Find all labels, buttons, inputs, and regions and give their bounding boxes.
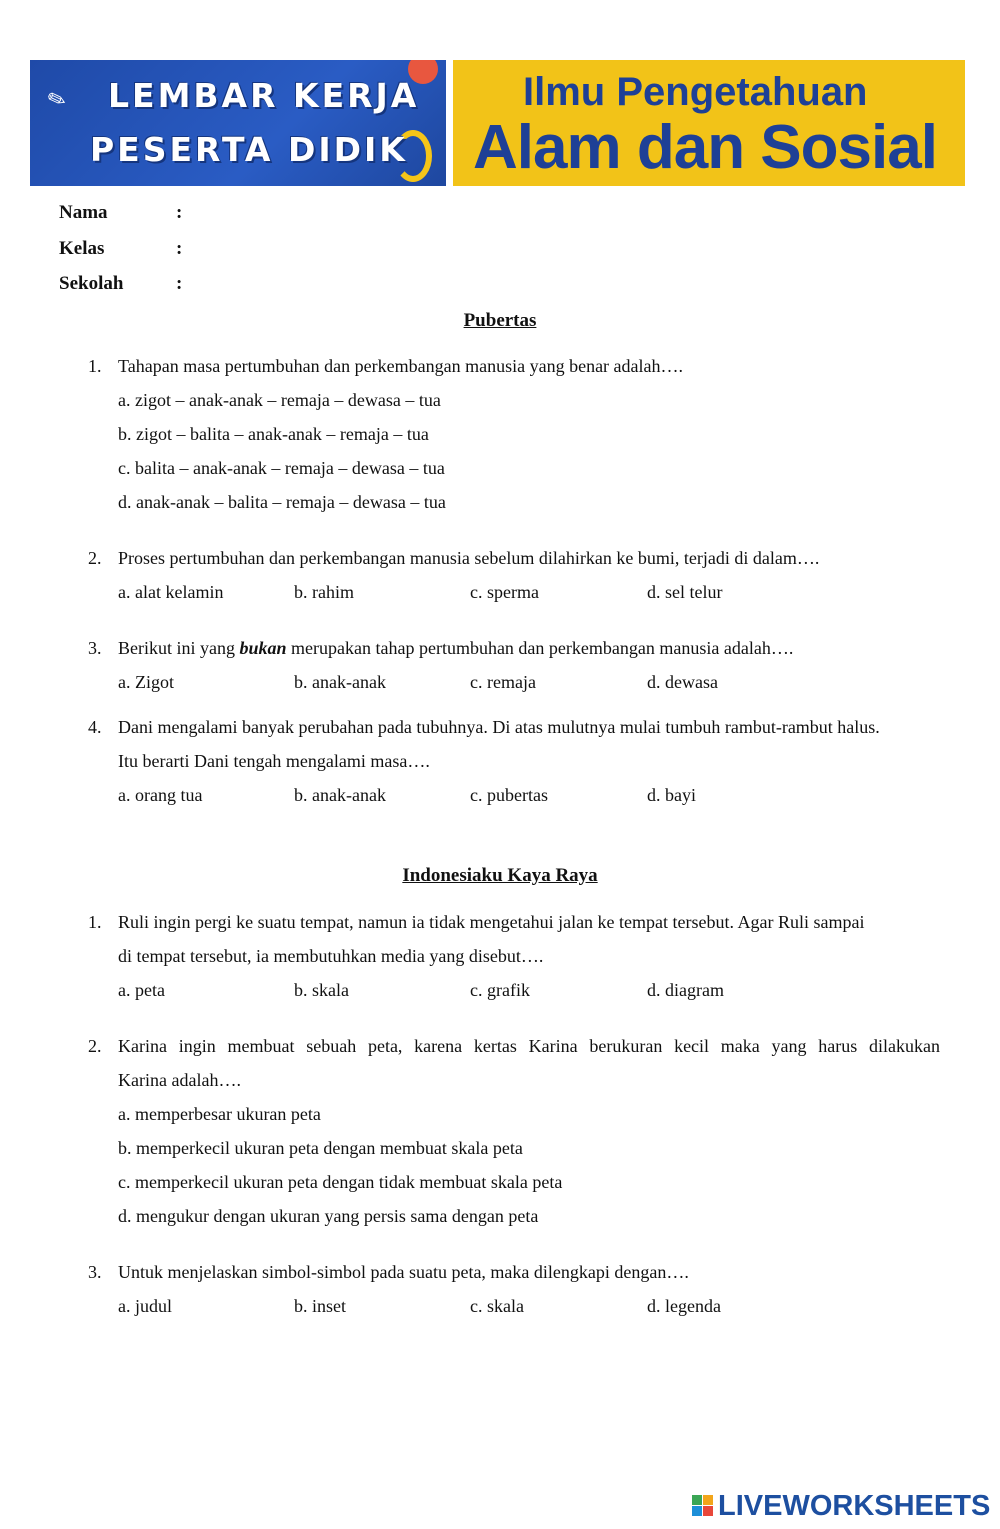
option-d[interactable]: d. dewasa xyxy=(647,672,718,692)
option-d[interactable]: d. anak-anak – balita – remaja – dewasa – tua xyxy=(118,492,446,512)
pencil-icon: ✎ xyxy=(44,85,71,116)
option-d[interactable]: d. sel telur xyxy=(647,582,723,602)
option-c[interactable]: c. balita – anak-anak – remaja – dewasa – tua xyxy=(118,458,445,478)
question-number: 1. xyxy=(88,912,102,932)
question-number: 4. xyxy=(88,717,102,737)
question-text: Tahapan masa pertumbuhan dan perkembangan manusia yang benar adalah…. xyxy=(118,356,684,376)
option-b[interactable]: b. skala xyxy=(294,980,349,1000)
option-a[interactable]: a. zigot – anak-anak – remaja – dewasa – tua xyxy=(118,390,441,410)
emphasis-word: bukan xyxy=(239,638,287,658)
subject-title-line2: Alam dan Sosial xyxy=(473,113,937,182)
sekolah-label: Sekolah xyxy=(59,273,124,294)
question-text-line2: di tempat tersebut, ia membutuhkan media yang disebut…. xyxy=(118,946,544,966)
question-text-line2: Karina adalah…. xyxy=(118,1070,241,1090)
option-b[interactable]: b. zigot – balita – anak-anak – remaja – tua xyxy=(118,424,429,444)
banner-title-line2: PESERTA DIDIK xyxy=(90,130,408,169)
option-a[interactable]: a. orang tua xyxy=(118,785,203,805)
kelas-label: Kelas xyxy=(59,238,105,259)
question-text-line1: Ruli ingin pergi ke suatu tempat, namun ia tidak mengetahui jalan ke tempat tersebut. Agar Ruli sampai xyxy=(118,912,865,932)
option-c[interactable]: c. remaja xyxy=(470,672,536,692)
option-d[interactable]: d. diagram xyxy=(647,980,724,1000)
option-c[interactable]: c. pubertas xyxy=(470,785,548,805)
question-number: 3. xyxy=(88,638,102,658)
option-c[interactable]: c. grafik xyxy=(470,980,530,1000)
question-text: Proses pertumbuhan dan perkembangan manusia sebelum dilahirkan ke bumi, terjadi di dalam…. xyxy=(118,548,820,568)
question-text-post: merupakan tahap pertumbuhan dan perkembangan manusia adalah…. xyxy=(286,638,794,658)
option-d[interactable]: d. bayi xyxy=(647,785,696,805)
subject-title-line1: Ilmu Pengetahuan xyxy=(523,70,868,114)
option-d[interactable]: d. legenda xyxy=(647,1296,721,1316)
option-a[interactable]: a. memperbesar ukuran peta xyxy=(118,1104,321,1124)
question-number: 3. xyxy=(88,1262,102,1282)
header-banner-left xyxy=(30,60,446,186)
kelas-colon: : xyxy=(176,238,183,259)
identity-kelas xyxy=(59,238,183,260)
sekolah-colon: : xyxy=(176,273,183,294)
question-text-line2: Itu berarti Dani tengah mengalami masa…. xyxy=(118,751,430,771)
question-text: Untuk menjelaskan simbol-simbol pada suatu peta, maka dilengkapi dengan…. xyxy=(118,1262,689,1282)
identity-sekolah xyxy=(59,273,183,295)
option-b[interactable]: b. rahim xyxy=(294,582,354,602)
question-text-pre: Berikut ini yang xyxy=(118,638,240,658)
option-a[interactable]: a. alat kelamin xyxy=(118,582,224,602)
section-title-indonesiaku: Indonesiaku Kaya Raya xyxy=(402,865,598,886)
option-c[interactable]: c. skala xyxy=(470,1296,524,1316)
option-d[interactable]: d. mengukur dengan ukuran yang persis sama dengan peta xyxy=(118,1206,539,1226)
option-c[interactable]: c. sperma xyxy=(470,582,539,602)
option-b[interactable]: b. anak-anak xyxy=(294,672,386,692)
nama-label: Nama xyxy=(59,202,108,223)
identity-nama xyxy=(59,202,183,224)
nama-colon: : xyxy=(176,202,183,223)
question-text-line1: Karina ingin membuat sebuah peta, karena kertas Karina berukuran kecil maka yang harus dilakukan xyxy=(118,1036,940,1056)
question-number: 2. xyxy=(88,548,102,568)
banner-title-line1: LEMBAR KERJA xyxy=(108,76,420,115)
header-banner-right xyxy=(453,60,965,186)
section-title-pubertas: Pubertas xyxy=(463,310,537,331)
option-a[interactable]: a. judul xyxy=(118,1296,172,1316)
question-number: 2. xyxy=(88,1036,102,1056)
option-b[interactable]: b. memperkecil ukuran peta dengan membuat skala peta xyxy=(118,1138,523,1158)
option-c[interactable]: c. memperkecil ukuran peta dengan tidak membuat skala peta xyxy=(118,1172,563,1192)
question-number: 1. xyxy=(88,356,102,376)
option-a[interactable]: a. peta xyxy=(118,980,165,1000)
option-a[interactable]: a. Zigot xyxy=(118,672,174,692)
question-text-line1: Dani mengalami banyak perubahan pada tubuhnya. Di atas mulutnya mulai tumbuh rambut-rambut halus. xyxy=(118,717,880,737)
question-text xyxy=(118,638,793,659)
liveworksheets-brand[interactable]: LIVEWORKSHEETS xyxy=(718,1490,991,1522)
option-b[interactable]: b. inset xyxy=(294,1296,346,1316)
liveworksheets-logo-icon xyxy=(692,1495,714,1517)
option-b[interactable]: b. anak-anak xyxy=(294,785,386,805)
